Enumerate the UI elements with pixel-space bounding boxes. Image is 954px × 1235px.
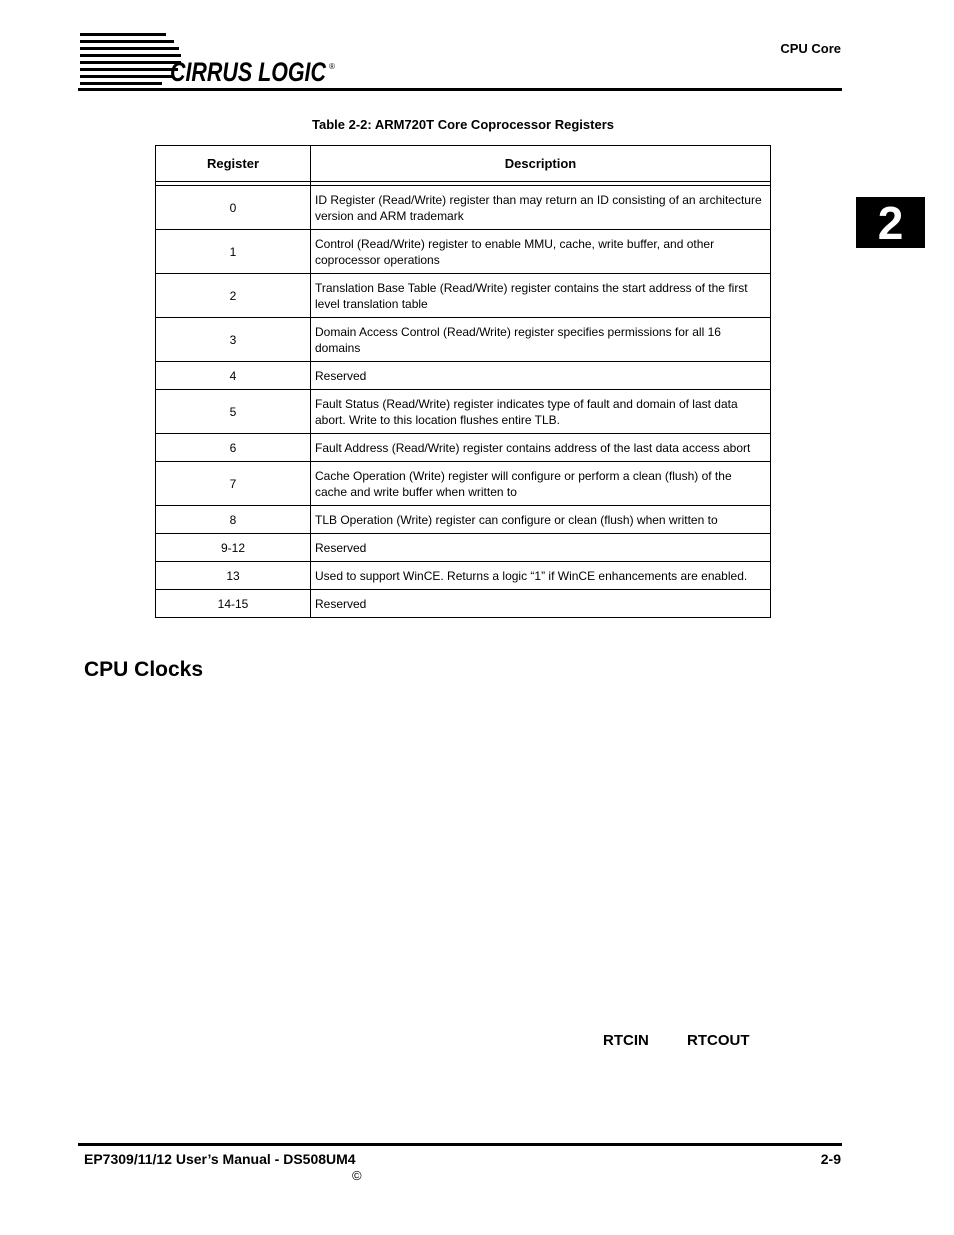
footer-manual-title: EP7309/11/12 User’s Manual - DS508UM4 [84,1151,356,1167]
table-row [156,506,771,534]
footer-page-number: 2-9 [820,1151,841,1167]
table-row [156,362,771,390]
table-caption: Table 2-2: ARM720T Core Coprocessor Registers [312,117,614,132]
chapter-tab: 2 [856,197,925,248]
pin-label-rtcout: RTCOUT [687,1032,750,1049]
coprocessor-register-table [155,145,771,618]
table-row [156,562,771,590]
register-description: Reserved [311,590,771,618]
register-description: Reserved [311,362,771,390]
register-description: Used to support WinCE. Returns a logic “1” if WinCE enhancements are enabled. [311,562,771,590]
table-row [156,534,771,562]
register-description: Translation Base Table (Read/Write) register contains the start address of the first level translation table [311,274,771,318]
column-header-register: Register [156,146,311,182]
register-description: ID Register (Read/Write) register than may return an ID consisting of an architecture version and ARM trademark [311,186,771,230]
register-description: Fault Address (Read/Write) register contains address of the last data access abort [311,434,771,462]
register-number: 6 [156,434,311,462]
register-number: 5 [156,390,311,434]
register-number: 14-15 [156,590,311,618]
register-number: 7 [156,462,311,506]
register-description: Control (Read/Write) register to enable MMU, cache, write buffer, and other coprocessor operations [311,230,771,274]
table-row [156,318,771,362]
register-description: Cache Operation (Write) register will configure or perform a clean (flush) of the cache and write buffer when written to [311,462,771,506]
register-number: 2 [156,274,311,318]
footer-rule [78,1143,842,1146]
register-description: Reserved [311,534,771,562]
cirrus-logic-logo [78,27,338,87]
register-number: 9-12 [156,534,311,562]
register-description: TLB Operation (Write) register can configure or clean (flush) when written to [311,506,771,534]
table-row [156,274,771,318]
table-row [156,434,771,462]
table-row [156,390,771,434]
header-section-title: CPU Core [780,41,841,56]
table-row [156,590,771,618]
register-number: 1 [156,230,311,274]
pin-label-rtcin: RTCIN [603,1032,649,1049]
logo-registered-mark: ® [329,62,335,71]
register-number: 4 [156,362,311,390]
table-row [156,186,771,230]
table-row [156,230,771,274]
register-number: 0 [156,186,311,230]
section-heading-cpu-clocks: CPU Clocks [84,658,204,681]
header-rule [78,88,842,91]
register-number: 8 [156,506,311,534]
register-description: Fault Status (Read/Write) register indicates type of fault and domain of last data abort. Write to this location flushes entire TLB. [311,390,771,434]
register-number: 3 [156,318,311,362]
register-description: Domain Access Control (Read/Write) register specifies permissions for all 16 domains [311,318,771,362]
logo-text: CIRRUS LOGIC [170,57,327,87]
footer-copyright-symbol: © [352,1168,362,1183]
register-number: 13 [156,562,311,590]
column-header-description: Description [311,146,771,182]
table-row [156,462,771,506]
